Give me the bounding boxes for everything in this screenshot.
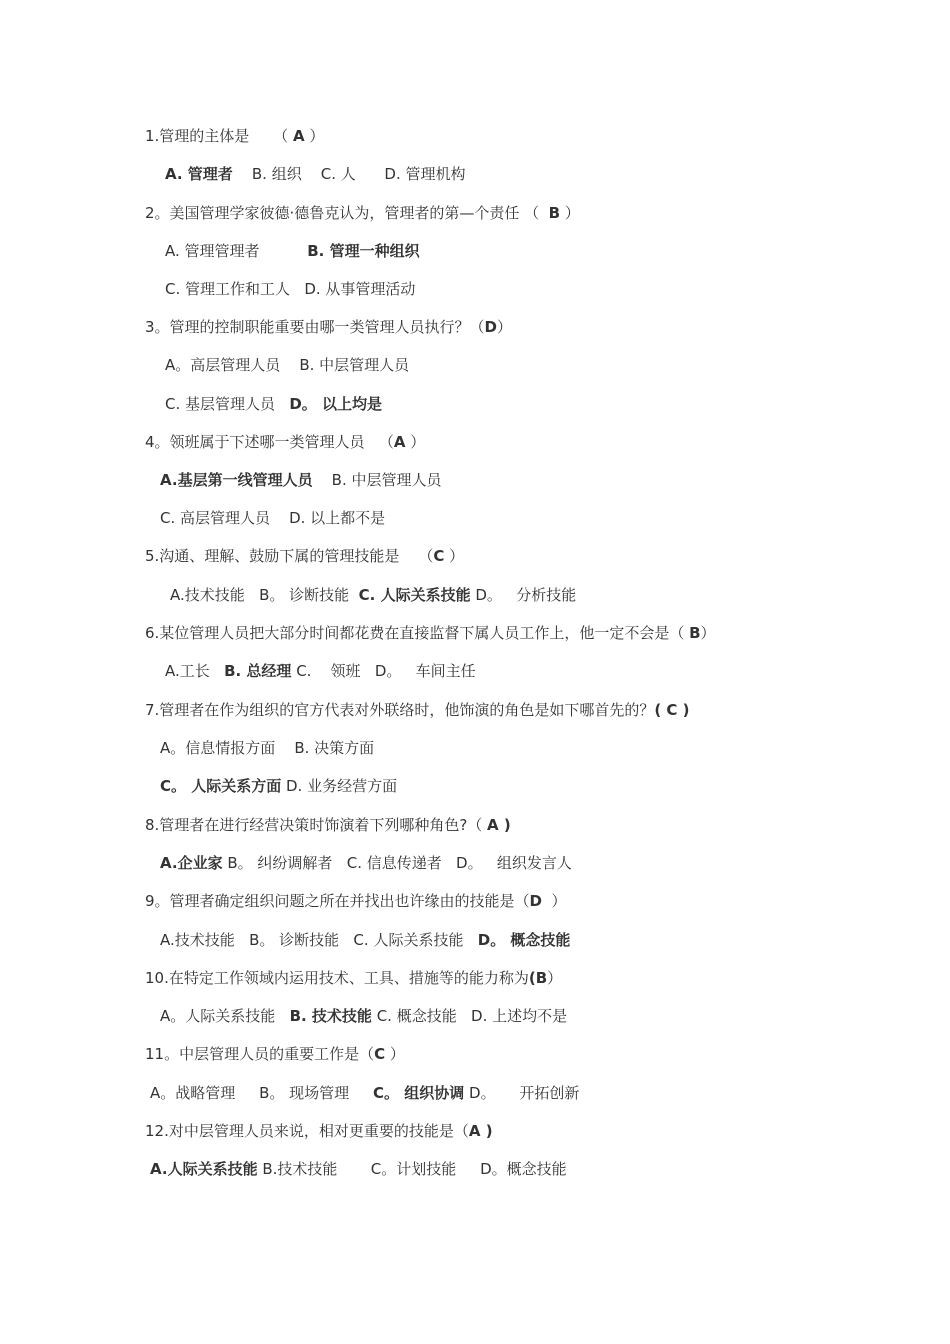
question-text: A.技术技能 B。 诊断技能 C. 人际关系技能 [160,931,478,949]
answer-text: B [689,624,701,642]
question-text: D。 分析技能 [470,586,577,604]
answer-text: C [374,1045,386,1063]
question-8-stem [145,815,511,835]
question-text: ） [542,892,567,910]
question-text: ） [444,547,465,565]
question-10-stem [145,968,562,988]
answer-text: A ) [487,816,511,834]
answer-text: D [484,318,497,336]
answer-text: B. 总经理 [224,662,292,680]
answer-text: A ) [468,1122,493,1140]
answer-text: D。 概念技能 [477,931,571,949]
question-3-options-row-1 [165,355,409,375]
answer-text: A [292,127,305,145]
question-text: D。 开拓创新 [464,1084,580,1102]
answer-text: D。 以上均是 [289,395,383,413]
question-4-options-row-2 [160,508,385,528]
question-11-stem [145,1044,405,1064]
question-text: ） [385,1045,405,1063]
question-1-stem [145,126,324,146]
question-2-options-row-2 [165,279,415,299]
question-text: C. 基层管理人员 [165,395,290,413]
question-7-options-row-1 [160,738,374,758]
question-text: 1.管理的主体是 [145,127,255,145]
question-10-options [160,1006,567,1026]
question-text: A。战略管理 B。 现场管理 [150,1084,374,1102]
question-text: B。 纠纷调解者 C. 信息传递者 D。 组织发言人 [222,854,572,872]
answer-text: (B [528,969,548,987]
question-text: 3。管理的控制职能重要由哪一类管理人员执行？（ [145,318,485,336]
answer-text: A [393,433,406,451]
question-text: 12.对中层管理人员来说，相对更重要的技能是（ [145,1122,469,1140]
question-text: ） [497,318,513,336]
question-2-stem [145,203,580,223]
question-text: C. 管理工作和工人 D. 从事管理活动 [165,280,416,298]
question-text: A。信息情报方面 B. 决策方面 [160,739,375,757]
question-3-options-row-2 [165,394,382,414]
answer-text: A.人际关系技能 [150,1160,258,1178]
question-4-stem [145,432,425,452]
question-text: C. 领班 D。 车间主任 [291,662,476,680]
answer-text: A.企业家 [160,854,223,872]
question-text: ） [405,433,426,451]
question-text: 4。领班属于下述哪一类管理人员 （ [145,433,394,451]
question-12-stem [145,1121,493,1141]
question-7-stem [145,700,690,720]
question-text: A.技术技能 B。 诊断技能 [170,586,359,604]
question-5-options [170,585,576,605]
question-11-options [150,1083,579,1103]
question-text: C. 高层管理人员 D. 以上都不是 [160,509,386,527]
question-text: A。人际关系技能 [160,1007,290,1025]
answer-text: B. 管理一种组织 [307,242,420,260]
question-text: ） [560,204,580,222]
question-text: 8.管理者在进行经营决策时饰演着下列哪种角色?（ [145,816,488,834]
question-3-stem [145,317,512,337]
question-text: 11。中层管理人员的重要工作是（ [145,1045,375,1063]
question-text: 7.管理者在作为组织的官方代表对外联络时，他饰演的角色是如下哪首先的？ [145,701,655,719]
question-text: B. 组织 C. 人 D. 管理机构 [232,165,466,183]
answer-text: C。 组织协调 [373,1084,465,1102]
question-1-options [165,164,466,184]
question-text: D. 业务经营方面 [281,777,398,795]
question-4-options-row-1 [160,470,442,490]
answer-text: ( C ) [654,701,690,719]
question-text: 10.在特定工作领域内运用技术、工具、措施等的能力称为 [145,969,529,987]
question-6-options [165,661,476,681]
question-text: 6.某位管理人员把大部分时间都花费在直接监督下属人员工作上，他一定不会是（ [145,624,690,642]
question-6-stem [145,623,716,643]
answer-text: C [433,547,445,565]
question-text: B.技术技能 C。计划技能 D。概念技能 [257,1160,567,1178]
question-2-options-row-1 [165,241,420,261]
answer-text: B [548,204,561,222]
question-text: 5.沟通、理解、鼓励下属的管理技能是 （ [145,547,434,565]
question-12-options [150,1159,567,1179]
question-text: （ [254,127,293,145]
question-text: ） [547,969,563,987]
question-text: B. 中层管理人员 [312,471,442,489]
question-9-stem [145,891,567,911]
question-text: A。高层管理人员 B. 中层管理人员 [165,356,410,374]
question-8-options [160,853,572,873]
question-text: ） [700,624,716,642]
question-7-options-row-2 [160,776,397,796]
question-text: A. 管理管理者 [165,242,308,260]
answer-text: B. 技术技能 [289,1007,372,1025]
answer-text: A. 管理者 [165,165,233,183]
question-text: 9。管理者确定组织问题之所在并找出也许缘由的技能是（ [145,892,530,910]
answer-text: D [529,892,542,910]
question-text: C. 概念技能 D. 上述均不是 [371,1007,568,1025]
question-text: ） [304,127,325,145]
question-text: A.工长 [165,662,225,680]
answer-text: C。 人际关系方面 [160,777,282,795]
question-9-options [160,930,570,950]
answer-text: A.基层第一线管理人员 [160,471,313,489]
answer-text: C. 人际关系技能 [358,586,471,604]
question-5-stem [145,546,464,566]
question-text: 2。美国管理学家彼德·德鲁克认为，管理者的第—个责任 （ [145,204,549,222]
